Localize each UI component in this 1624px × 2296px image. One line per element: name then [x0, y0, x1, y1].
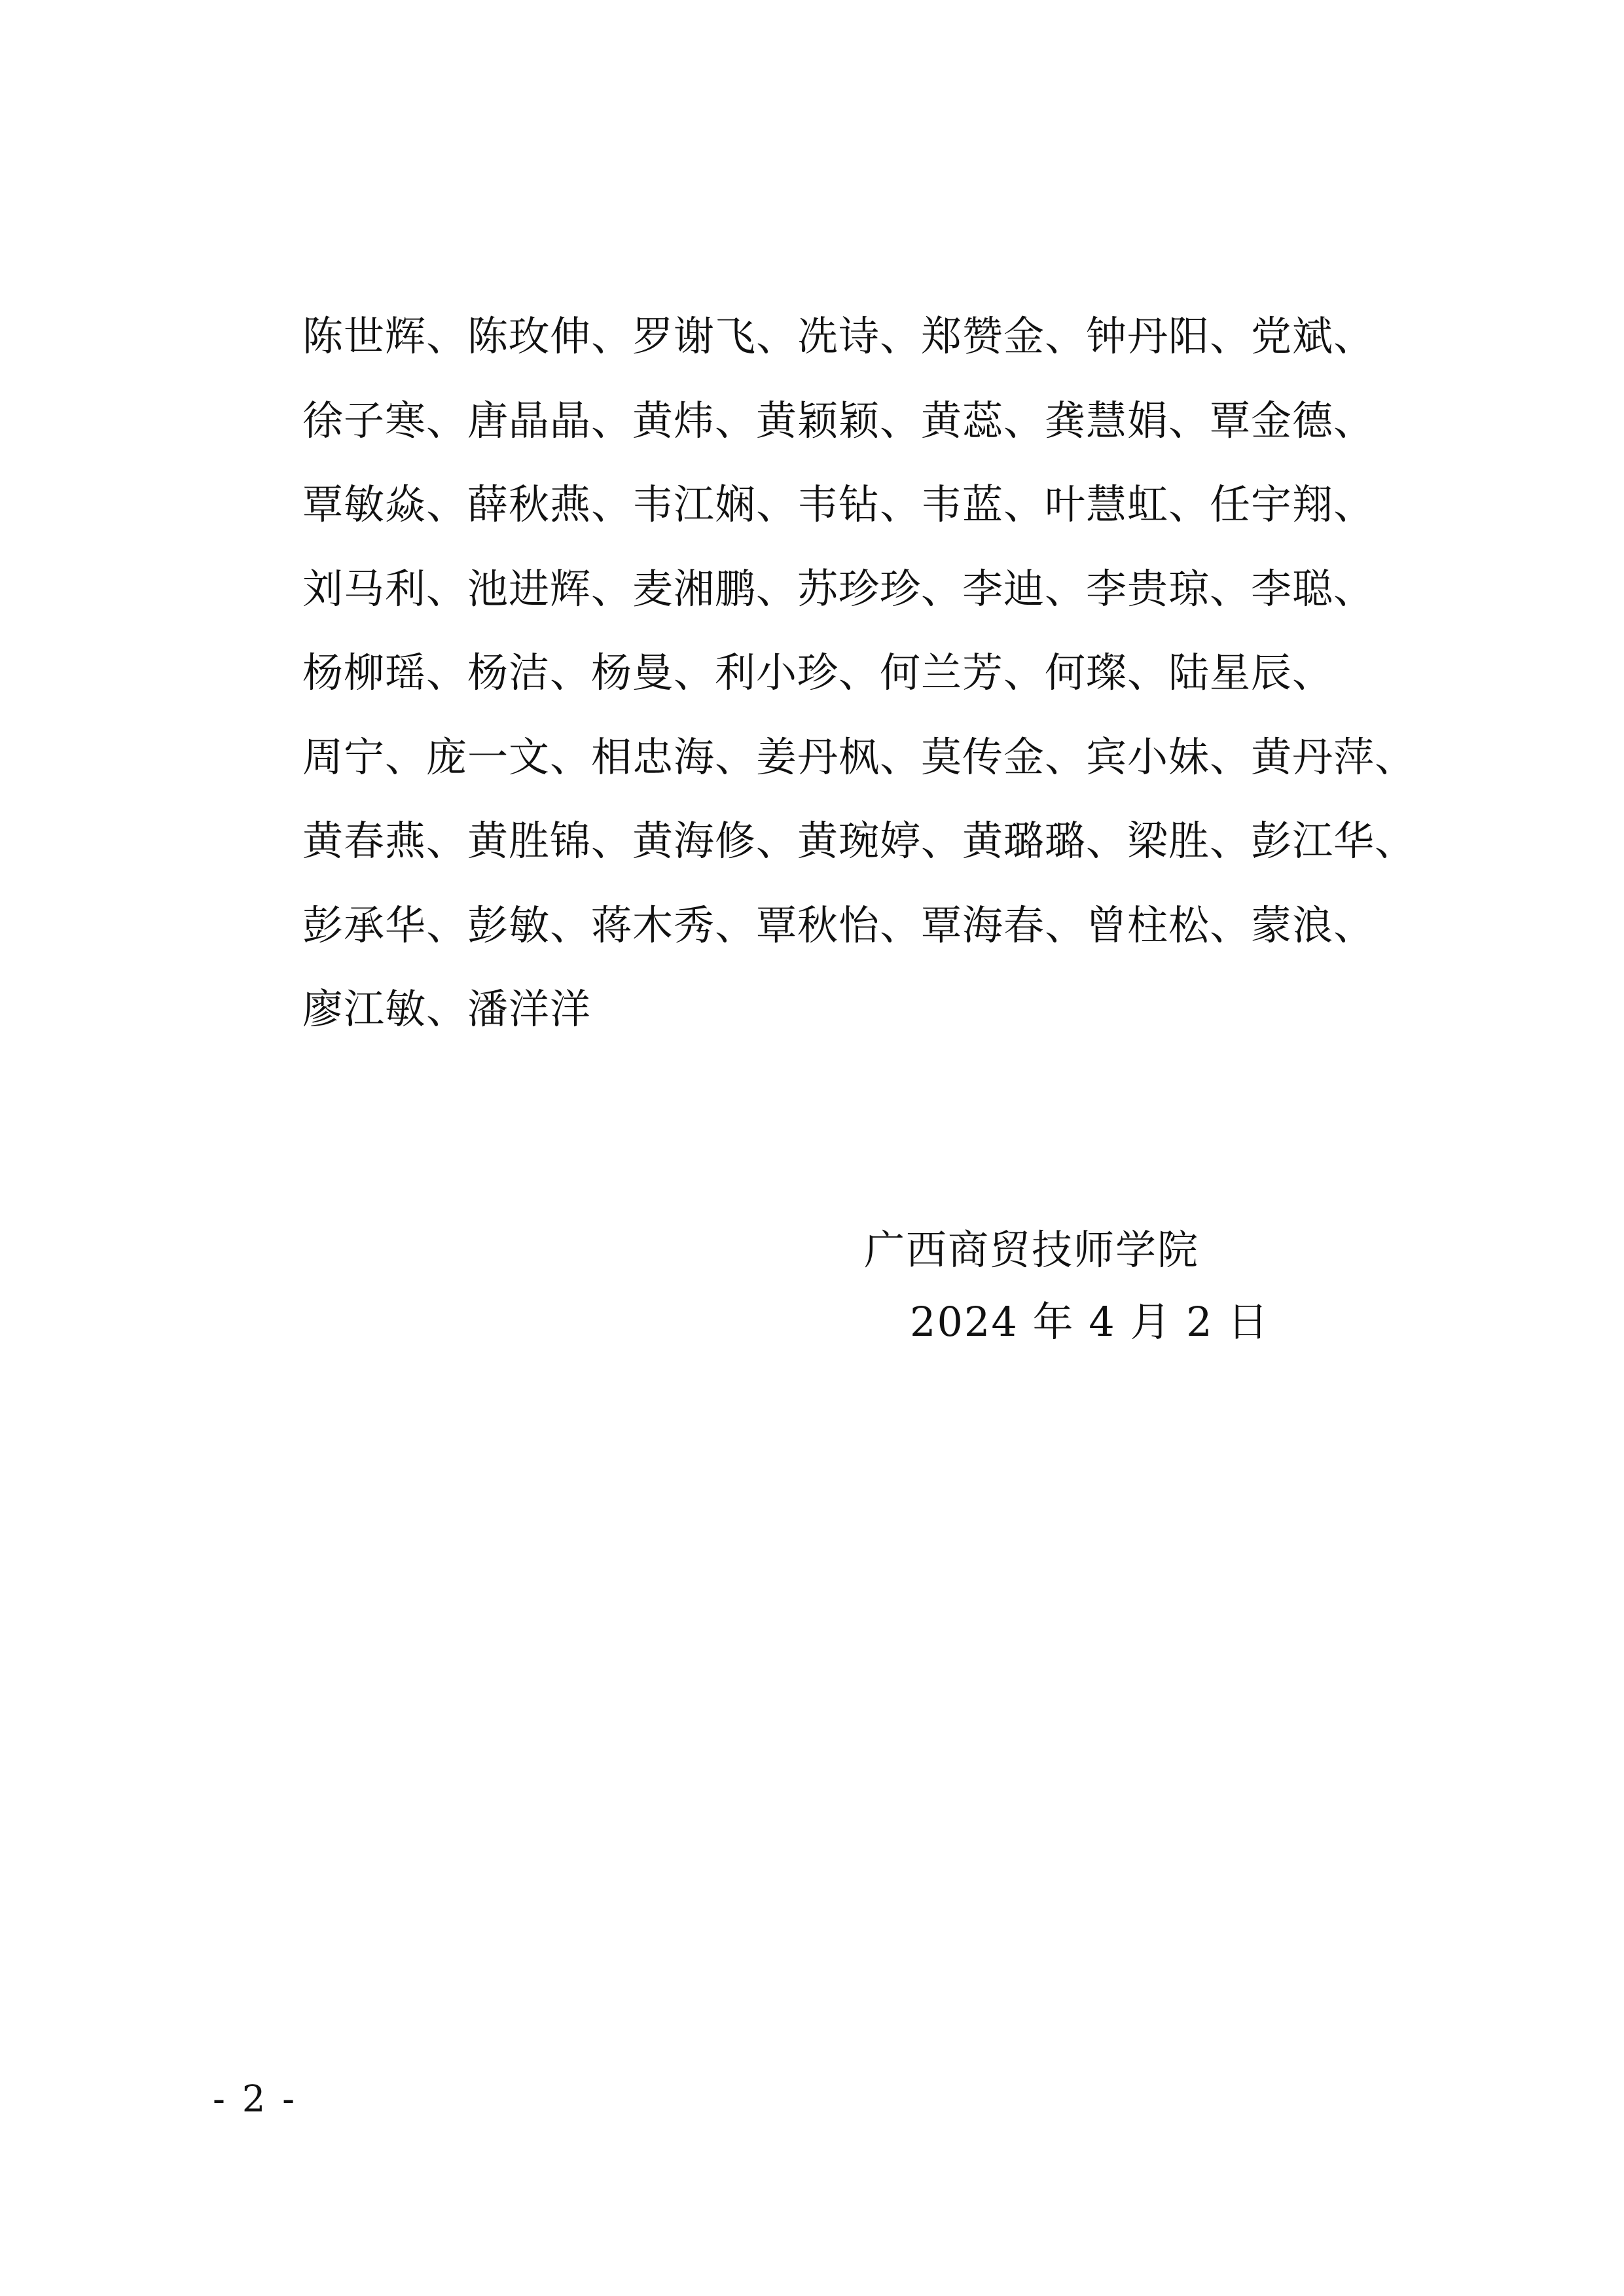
signing-date: 2024 年 4 月 2 日 [910, 1298, 1270, 1346]
name-list-line-4: 刘马利、池进辉、麦湘鹏、苏珍珍、李迪、李贵琼、李聪、 [302, 564, 1375, 613]
signature-block [864, 1214, 1269, 1358]
name-list [302, 295, 1441, 1052]
name-list-line-5: 杨柳瑶、杨洁、杨曼、利小珍、何兰芳、何璨、陆星辰、 [302, 649, 1334, 696]
name-list-line-6: 周宁、庞一文、相忠海、姜丹枫、莫传金、宾小妹、黄丹萍、 [302, 732, 1416, 781]
signing-organization: 广西商贸技师学院 [864, 1226, 1200, 1274]
name-list-line-1: 陈世辉、陈玫伸、罗谢飞、冼诗、郑赞金、钟丹阳、党斌、 [302, 312, 1375, 360]
name-list-line-8: 彭承华、彭敏、蒋木秀、覃秋怡、覃海春、曾柱松、蒙浪、 [302, 901, 1375, 949]
name-list-line-9: 廖江敏、潘洋洋 [302, 985, 592, 1033]
name-list-line-7: 黄春燕、黄胜锦、黄海修、黄琬婷、黄璐璐、梁胜、彭江华、 [302, 817, 1416, 865]
page-number: - 2 - [213, 2078, 298, 2121]
name-list-line-3: 覃敏焱、薛秋燕、韦江娴、韦钻、韦蓝、叶慧虹、任宇翔、 [302, 480, 1375, 528]
name-list-line-2: 徐子寒、唐晶晶、黄炜、黄颖颖、黄蕊、龚慧娟、覃金德、 [302, 396, 1375, 444]
